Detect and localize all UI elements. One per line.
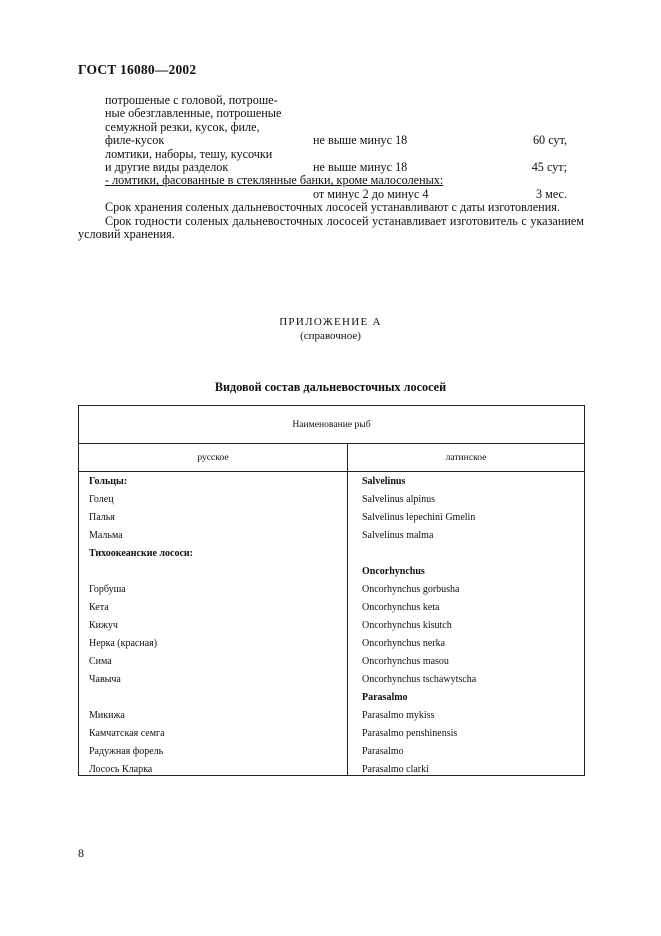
shelf-life-text: - ломтики, фасованные в стеклянные банки, кроме малосоленых: xyxy=(105,173,444,188)
latin-name-cell: Salvelinus xyxy=(362,476,406,487)
latin-name-cell: Oncorhynchus nerka xyxy=(362,638,446,649)
table-row xyxy=(79,707,584,725)
latin-name-cell: Salvelinus alpinus xyxy=(362,494,436,505)
shelf-life-duration: 3 мес. xyxy=(535,186,567,201)
table-header-latin: латинское xyxy=(348,444,584,472)
russian-name-cell: Камчатская семга xyxy=(89,728,165,739)
latin-name-cell: Oncorhynchus keta xyxy=(362,602,440,613)
appendix-title: ПРИЛОЖЕНИЕ А xyxy=(279,316,382,328)
latin-name-cell: Oncorhynchus tschawytscha xyxy=(362,674,477,685)
russian-name-cell: Голец xyxy=(89,494,114,505)
russian-name-cell: Чавыча xyxy=(89,674,121,685)
table-row xyxy=(79,491,584,509)
table-row xyxy=(79,599,584,617)
russian-name-cell: Кета xyxy=(89,602,109,613)
shelf-life-duration: 60 сут, xyxy=(532,133,567,148)
shelf-life-text: филе-кусок xyxy=(105,133,165,148)
storage-paragraph xyxy=(78,201,584,214)
latin-name-cell: Parasalmo clarki xyxy=(362,764,429,775)
table-header-main: Наименование рыб xyxy=(79,406,584,444)
shelf-life-temperature: не выше минус 18 xyxy=(313,160,408,174)
latin-name-cell: Oncorhynchus gorbusha xyxy=(362,584,460,595)
latin-name-cell: Salvelinus lepechini Gmelin xyxy=(362,512,476,523)
storage-paragraph-text: Срок хранения соленых дальневосточных лососей устанавливают с даты изготовления. xyxy=(105,200,560,214)
russian-name-cell: Тихоокеанские лососи: xyxy=(89,548,193,559)
table-row xyxy=(79,743,584,761)
table-row xyxy=(79,725,584,743)
table-row xyxy=(79,671,584,689)
latin-name-cell: Salvelinus malma xyxy=(362,530,434,541)
russian-name-cell: Палья xyxy=(89,512,115,523)
expiry-paragraph-text: Срок годности соленых дальневосточных лососей устанавливает изготовитель с указанием условий хранения. xyxy=(78,213,584,241)
table-row xyxy=(79,761,584,779)
table-row xyxy=(79,473,584,491)
table-row xyxy=(79,581,584,599)
table-row xyxy=(79,617,584,635)
shelf-life-duration: 45 сут; xyxy=(531,160,567,174)
russian-name-cell: Микижа xyxy=(89,710,125,721)
russian-name-cell: Гольцы: xyxy=(89,476,128,487)
russian-name-cell: Нерка (красная) xyxy=(89,638,158,649)
latin-name-cell: Parasalmo xyxy=(362,692,408,703)
table-row xyxy=(79,545,584,563)
latin-name-cell: Parasalmo xyxy=(362,746,404,757)
table-row xyxy=(79,563,584,581)
fish-species-table xyxy=(78,405,585,776)
table-title: Видовой состав дальневосточных лососей xyxy=(214,380,447,394)
table-body xyxy=(79,471,584,775)
shelf-life-text: потрошеные с головой, потроше- xyxy=(105,93,278,107)
latin-name-cell: Oncorhynchus masou xyxy=(362,656,449,667)
russian-name-cell: Лосось Кларка xyxy=(89,764,153,775)
shelf-life-text: и другие виды разделок xyxy=(105,160,229,174)
russian-name-cell: Мальма xyxy=(89,530,123,541)
russian-name-cell: Радужная форель xyxy=(89,746,164,757)
shelf-life-text: ломтики, наборы, тешу, кусочки xyxy=(105,146,273,161)
table-row xyxy=(79,635,584,653)
shelf-life-temperature: не выше минус 18 xyxy=(313,133,408,148)
latin-name-cell: Oncorhynchus xyxy=(362,566,425,577)
shelf-life-text: семужной резки, кусок, филе, xyxy=(105,119,260,134)
table-header-russian: русское xyxy=(79,444,348,472)
shelf-life-text: ные обезглавленные, потрошеные xyxy=(105,106,282,121)
russian-name-cell: Сима xyxy=(89,656,112,667)
latin-name-cell: Oncorhynchus kisutch xyxy=(362,620,452,631)
table-row xyxy=(79,653,584,671)
latin-name-cell: Parasalmo penshinensis xyxy=(362,728,458,739)
shelf-life-temperature: от минус 2 до минус 4 xyxy=(313,186,429,201)
standard-header: ГОСТ 16080—2002 xyxy=(78,62,197,77)
table-row xyxy=(79,509,584,527)
expiry-paragraph xyxy=(78,215,584,242)
russian-name-cell: Кижуч xyxy=(89,620,118,631)
russian-name-cell: Горбуша xyxy=(89,584,126,595)
appendix-note: (справочное) xyxy=(300,330,361,342)
table-row xyxy=(79,689,584,707)
latin-name-cell: Parasalmo mykiss xyxy=(362,710,435,721)
table-row xyxy=(79,527,584,545)
page-number: 8 xyxy=(78,846,84,860)
